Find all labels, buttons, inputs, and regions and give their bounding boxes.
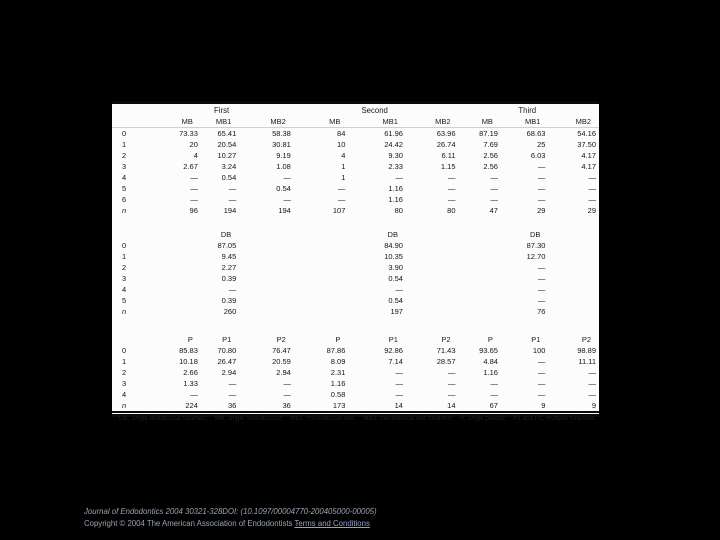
table-cell: 28.57 [436, 356, 456, 366]
table-row [112, 240, 599, 251]
table-cell [406, 251, 459, 262]
table-cell: — [490, 194, 498, 204]
figure-caption [84, 506, 377, 530]
table-cell [239, 306, 294, 317]
table-cell: 25 [537, 139, 546, 149]
table-cell: 87.30 [526, 240, 546, 250]
row-label: 0 [122, 345, 127, 355]
table-cell: 65.41 [217, 128, 237, 138]
table-cell: 54.16 [577, 128, 596, 138]
column-header: P1 [531, 334, 541, 344]
row-label: 1 [122, 139, 127, 149]
table-cell: — [228, 284, 237, 294]
table-cell: — [190, 389, 198, 399]
table-cell [548, 284, 599, 295]
column-header [294, 229, 349, 240]
table-cell: 58.38 [272, 128, 291, 138]
table-cell [152, 251, 200, 262]
table-cell: — [588, 194, 596, 204]
table-row [112, 400, 599, 411]
table-cell: 197 [390, 306, 403, 316]
table-cell [294, 273, 349, 284]
group-header: Third [518, 105, 537, 115]
table-cell: 80 [447, 205, 456, 215]
table-cell [548, 262, 599, 273]
row-label: 2 [122, 367, 127, 377]
table-cell: 71.43 [436, 345, 456, 355]
row-label: 2 [122, 262, 127, 272]
table-cell [406, 273, 459, 284]
footnote-segment: DB, single distobuccal foramen; [119, 415, 208, 422]
table-row [112, 150, 599, 161]
footnote-segment: P1 and P2, multiple foramina [513, 415, 594, 422]
table-cell: — [537, 194, 546, 204]
table-cell: 93.65 [479, 345, 498, 355]
table-cell [239, 295, 294, 306]
table-cell: 0.39 [221, 273, 237, 283]
table-cell: 37.50 [577, 139, 596, 149]
column-header: P2 [276, 334, 286, 344]
table-cell: 9.19 [276, 150, 291, 160]
table-cell: 36 [227, 400, 237, 410]
table-cell: — [588, 172, 596, 182]
column-header: DB [530, 229, 541, 239]
table-cell: — [537, 262, 546, 272]
table-cell: 2.31 [330, 367, 346, 377]
column-header: MB1 [501, 116, 548, 128]
column-header [239, 229, 294, 240]
table-cell: 14 [447, 400, 456, 410]
table-cell: — [190, 183, 198, 193]
table-row [112, 295, 599, 306]
table-cell: — [537, 284, 546, 294]
table-cell: 4.17 [581, 150, 596, 160]
table-cell: 0.54 [276, 183, 291, 193]
table-cell: — [537, 172, 546, 182]
table-cell: 61.96 [384, 128, 403, 138]
table-cell: 4 [341, 150, 346, 160]
table-row [112, 183, 599, 194]
table-cell [459, 273, 501, 284]
table-cell [294, 295, 349, 306]
table-cell: 73.33 [179, 128, 198, 138]
table-cell: — [537, 183, 546, 193]
table-cell: — [537, 367, 546, 377]
column-header: P2 [441, 334, 451, 344]
table-cell: 84 [337, 128, 346, 138]
table-cell: 2.94 [221, 367, 237, 377]
table-cell: 24.42 [384, 139, 403, 149]
table-cell: 4 [193, 150, 198, 160]
column-header: MB [459, 116, 501, 128]
table-cell: 12.70 [526, 251, 546, 261]
table-row [112, 273, 599, 284]
table-cell: 20.59 [272, 356, 291, 366]
group-header: Second [361, 105, 388, 115]
table-cell: 4.84 [483, 356, 498, 366]
table-cell: 26.74 [436, 139, 456, 149]
table-cell: 87.19 [479, 128, 498, 138]
table-cell: — [588, 183, 596, 193]
table-cell: 9 [541, 400, 546, 410]
table-cell: — [395, 172, 403, 182]
column-header: P [187, 334, 193, 344]
table-row [112, 251, 599, 262]
table-cell [152, 240, 200, 251]
table-cell: 11.11 [578, 356, 596, 366]
table-cell [459, 284, 501, 295]
table-cell: 107 [332, 205, 346, 215]
table-cell: 10.27 [217, 150, 237, 160]
table-row [112, 128, 599, 140]
section-gap [112, 317, 599, 334]
row-label: 3 [122, 378, 127, 388]
table-cell: — [490, 183, 498, 193]
copyright-line [84, 518, 377, 530]
row-label: n [122, 205, 127, 215]
table-cell: 1.08 [276, 161, 291, 171]
column-header: P2 [581, 334, 591, 344]
table-cell [152, 306, 200, 317]
table-cell: 2.27 [221, 262, 237, 272]
table-cell: 92.86 [384, 345, 403, 355]
table-cell [548, 251, 599, 262]
table-cell: — [588, 378, 596, 388]
column-header [152, 229, 200, 240]
table-cell: 224 [185, 400, 198, 410]
row-label: 5 [122, 183, 127, 193]
table-cell: 10.18 [179, 356, 198, 366]
table-cell [459, 295, 501, 306]
column-header: MB [152, 116, 200, 128]
column-header: P1 [222, 334, 232, 344]
table-cell: 20 [189, 139, 198, 149]
row-label: 5 [122, 295, 127, 305]
table-cell [152, 295, 200, 306]
table-cell: — [395, 284, 403, 294]
table-row [112, 139, 599, 150]
column-header: MB1 [201, 116, 239, 128]
citation-line: Journal of Endodontics 2004 30321-328DOI: (10.1097/00004770-200405000-00005) [84, 507, 377, 516]
table-cell: — [190, 194, 198, 204]
table-row [112, 194, 599, 205]
table-cell [294, 262, 349, 273]
table-cell: 194 [223, 205, 237, 215]
figure-table-panel [112, 101, 599, 422]
table-cell: 76.47 [272, 345, 291, 355]
table-cell: 2.56 [483, 161, 498, 171]
table-cell: 29 [537, 205, 546, 215]
column-header: P [335, 334, 341, 344]
table-cell: — [490, 172, 498, 182]
column-header: MB2 [239, 116, 294, 128]
row-label: 1 [122, 251, 127, 261]
table-cell [294, 240, 349, 251]
table-cell: — [228, 183, 237, 193]
table-cell: 20.54 [217, 139, 237, 149]
table-cell [152, 273, 200, 284]
table-cell: 1.16 [330, 378, 346, 388]
table-cell [239, 262, 294, 273]
table-cell: — [448, 389, 456, 399]
table-cell: 0.54 [388, 273, 403, 283]
table-cell: 70.80 [217, 345, 237, 355]
copyright-text: Copyright © 2004 The American Association of Endodontists [84, 519, 295, 529]
table-cell: — [537, 161, 546, 171]
table-cell [152, 262, 200, 273]
table-cell [459, 240, 501, 251]
table-cell: — [283, 378, 291, 388]
table-cell: — [228, 378, 237, 388]
column-header: P [487, 334, 493, 344]
table-cell: 100 [532, 345, 546, 355]
table-cell: — [395, 389, 403, 399]
table-cell: 1.33 [183, 378, 198, 388]
table-cell: 1.16 [483, 367, 498, 377]
table-cell: 1.16 [388, 183, 403, 193]
table-cell: 4.17 [581, 161, 596, 171]
corner-cell [112, 105, 152, 116]
table-cell [239, 284, 294, 295]
table-cell: — [537, 378, 546, 388]
table-cell: 68.63 [526, 128, 546, 138]
table-cell: — [490, 389, 498, 399]
table-cell: — [537, 356, 546, 366]
corner-cell [112, 334, 152, 345]
table-cell [548, 295, 599, 306]
table-cell: 1.16 [388, 194, 403, 204]
table-cell: — [283, 194, 291, 204]
table-cell: — [448, 172, 456, 182]
group-header: First [214, 105, 230, 115]
table-row [112, 284, 599, 295]
column-header: MB1 [348, 116, 406, 128]
table-cell: — [448, 183, 456, 193]
table-cell [294, 251, 349, 262]
table-cell: 30.81 [272, 139, 291, 149]
corner-cell [112, 229, 152, 240]
table-cell: — [283, 172, 291, 182]
table-cell: 8.09 [330, 356, 346, 366]
table-cell: 87.86 [326, 345, 346, 355]
table-cell: — [588, 367, 596, 377]
table-cell: — [537, 295, 546, 305]
column-header: P1 [388, 334, 398, 344]
table-cell: 194 [278, 205, 291, 215]
table-cell: 2.66 [183, 367, 198, 377]
table-row [112, 378, 599, 389]
row-label: 0 [122, 128, 127, 138]
table-cell: — [448, 194, 456, 204]
table-cell [548, 273, 599, 284]
table-row [112, 161, 599, 172]
column-header [406, 229, 459, 240]
table-cell: 0.58 [330, 389, 346, 399]
table-cell [459, 262, 501, 273]
table-cell [239, 240, 294, 251]
table-cell: 6.11 [441, 150, 456, 160]
table-cell [294, 284, 349, 295]
table-cell: 1 [341, 172, 346, 182]
column-header: DB [387, 229, 398, 239]
footnote-segment: MB2, mesiobuccal two foramen; [363, 415, 453, 422]
table-cell [294, 306, 349, 317]
table-cell: 10.35 [384, 251, 403, 261]
table-row [112, 262, 599, 273]
table-cell: 47 [489, 205, 498, 215]
row-label: 4 [122, 172, 127, 182]
table-cell: 0.39 [221, 295, 237, 305]
column-header: MB [294, 116, 349, 128]
table-cell: 29 [587, 205, 596, 215]
table-row [112, 389, 599, 400]
table-footnote [112, 411, 599, 425]
table-row [112, 367, 599, 378]
table-cell: 10 [337, 139, 346, 149]
table-cell: 2.33 [388, 161, 403, 171]
row-label: 4 [122, 389, 127, 399]
table-row [112, 356, 599, 367]
table-cell: — [337, 183, 346, 193]
table-cell: 173 [332, 400, 346, 410]
table-cell: 0.54 [221, 172, 237, 182]
row-label: n [122, 400, 127, 410]
column-header: MB2 [548, 116, 599, 128]
table-cell: 6.03 [530, 150, 546, 160]
table-cell: 9 [591, 400, 596, 410]
table-cell: — [537, 389, 546, 399]
terms-and-conditions-link[interactable]: Terms and Conditions [294, 519, 370, 529]
table-cell: — [337, 194, 346, 204]
table-cell: 14 [394, 400, 403, 410]
table-cell: 26.47 [217, 356, 237, 366]
table-cell: 96 [189, 205, 198, 215]
row-label: 3 [122, 273, 127, 283]
row-label: 0 [122, 240, 127, 250]
table-cell: — [228, 389, 237, 399]
table-cell: 84.90 [384, 240, 403, 250]
table-cell: 87.05 [217, 240, 237, 250]
table-row [112, 172, 599, 183]
table-cell: — [395, 378, 403, 388]
table-cell: 260 [223, 306, 237, 316]
table-cell: — [190, 172, 198, 182]
section-gap [112, 216, 599, 229]
column-header: MB2 [406, 116, 459, 128]
table-cell [406, 306, 459, 317]
table-cell: 7.69 [483, 139, 498, 149]
row-label: 4 [122, 284, 127, 294]
table-cell [406, 240, 459, 251]
table-cell [152, 284, 200, 295]
row-label: 1 [122, 356, 127, 366]
footnote-segment: MB1, mesiobuccal one; [290, 415, 356, 422]
table-cell: 3.24 [221, 161, 237, 171]
column-header [548, 229, 599, 240]
table-row [112, 306, 599, 317]
column-header [459, 229, 501, 240]
table-cell: — [537, 273, 546, 283]
table-cell: — [228, 194, 237, 204]
table-cell: 2.67 [183, 161, 198, 171]
table-row [112, 345, 599, 356]
table-cell [239, 251, 294, 262]
column-header: DB [220, 229, 232, 239]
apical-foramina-table [112, 105, 599, 411]
corner-cell [112, 116, 152, 128]
table-cell: — [490, 378, 498, 388]
row-label: 3 [122, 161, 127, 171]
table-cell: 2.56 [483, 150, 498, 160]
table-cell [459, 306, 501, 317]
table-cell [459, 251, 501, 262]
table-cell [239, 273, 294, 284]
footnote-segment: P, single palatal; [460, 415, 506, 422]
footnote-segment: MB, single mesiobuccal; [215, 415, 283, 422]
table-cell: 9.30 [388, 150, 403, 160]
table-cell: 98.89 [577, 345, 596, 355]
table-cell: 67 [489, 400, 498, 410]
table-cell: 76 [537, 306, 546, 316]
table-cell: — [588, 389, 596, 399]
table-cell: 1 [341, 161, 346, 171]
table-cell: 0.54 [388, 295, 403, 305]
table-cell: — [283, 389, 291, 399]
table-cell: — [395, 367, 403, 377]
table-row [112, 205, 599, 216]
row-label: n [122, 306, 127, 316]
table-cell [548, 306, 599, 317]
table-cell: 63.96 [436, 128, 456, 138]
table-cell: 9.45 [221, 251, 237, 261]
table-cell [548, 240, 599, 251]
table-cell [406, 284, 459, 295]
table-cell: 2.94 [276, 367, 291, 377]
table-cell [406, 295, 459, 306]
table-cell: — [448, 367, 456, 377]
table-cell: 7.14 [388, 356, 403, 366]
table-cell [406, 262, 459, 273]
table-cell: 3.90 [388, 262, 403, 272]
table-cell: 85.83 [179, 345, 198, 355]
table-cell: — [448, 378, 456, 388]
table-cell: 36 [282, 400, 291, 410]
table-cell: 1.15 [440, 161, 456, 171]
row-label: 6 [122, 194, 127, 204]
row-label: 2 [122, 150, 127, 160]
table-cell: 80 [394, 205, 403, 215]
